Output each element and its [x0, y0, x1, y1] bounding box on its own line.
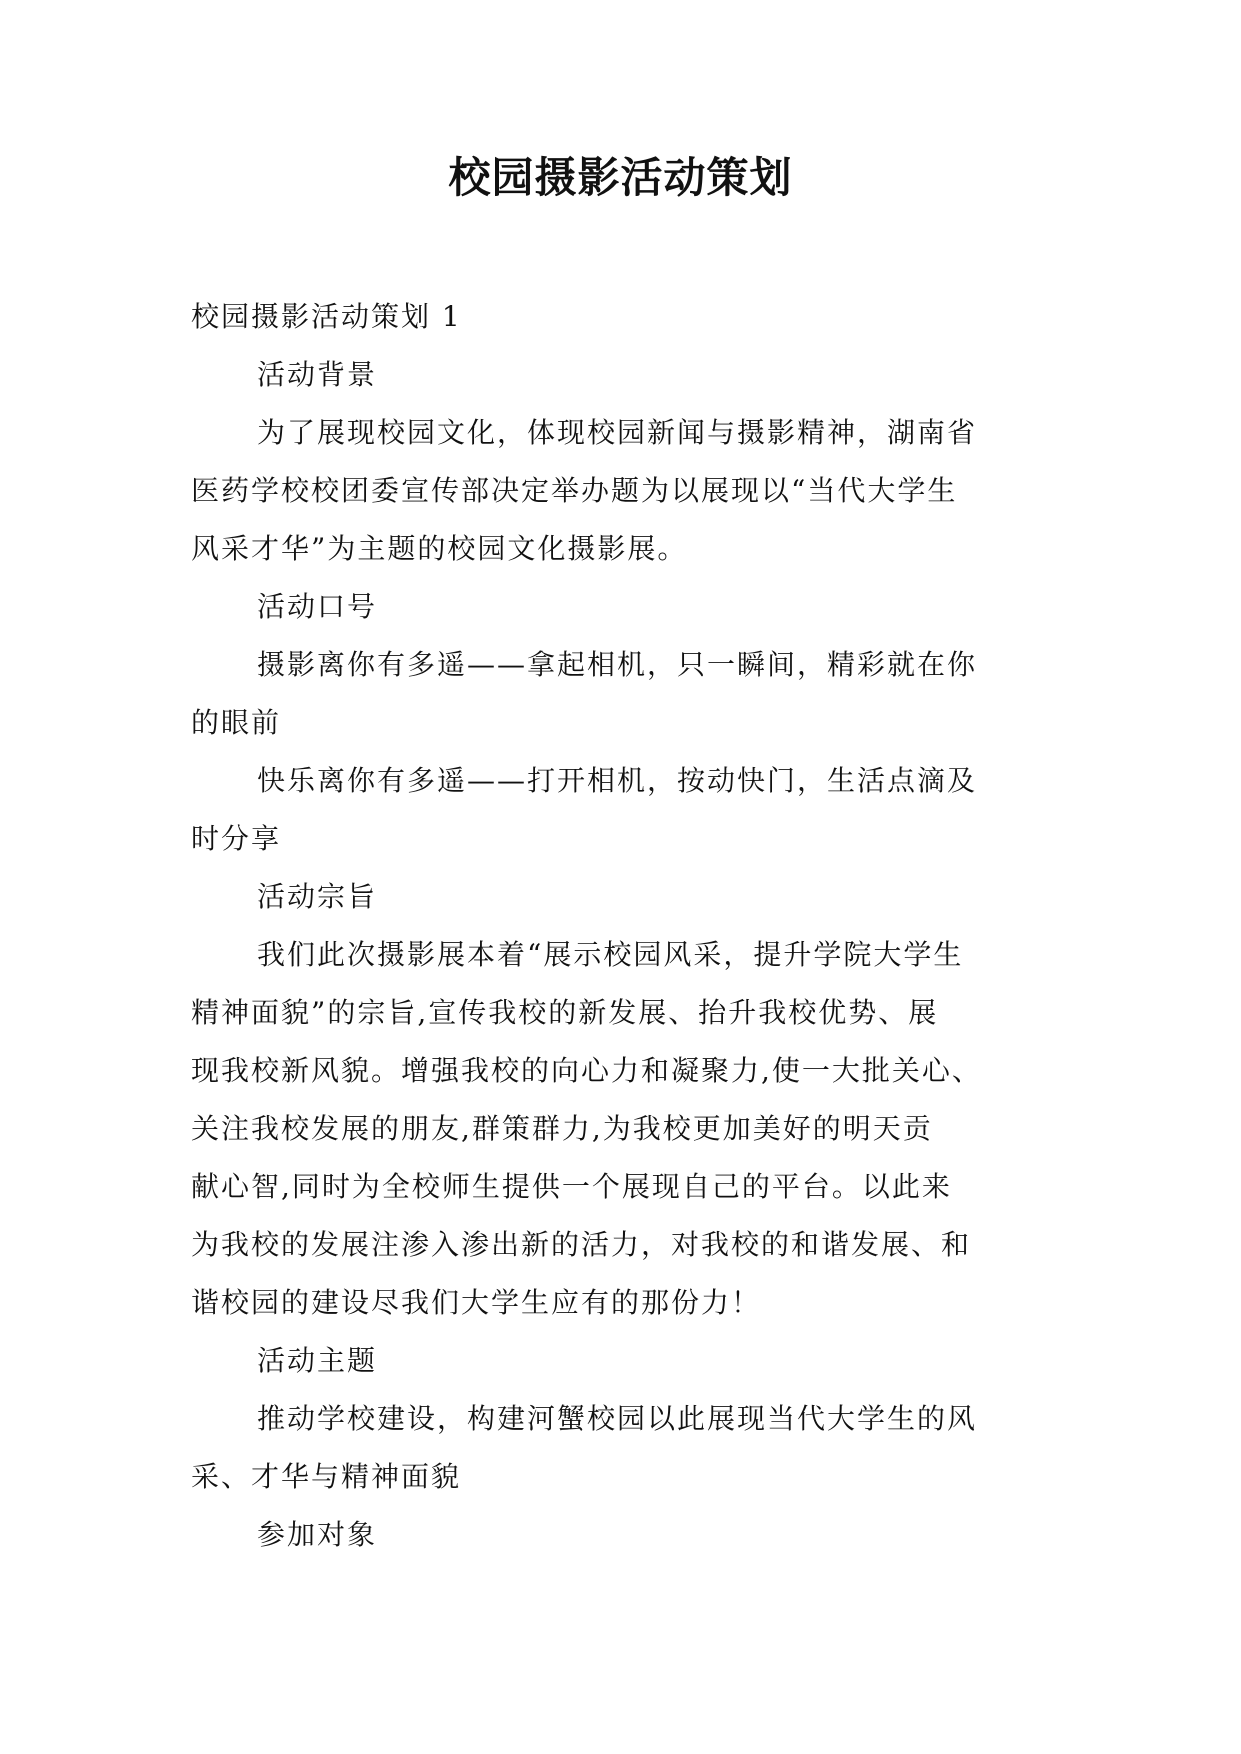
subheading-participants: 参加对象 [257, 1518, 378, 1551]
paragraph-line: 关注我校发展的朋友,群策群力,为我校更加美好的明天贡 [191, 1112, 933, 1145]
paragraph-line: 为我校的发展注渗入渗出新的活力，对我校的和谐发展、和 [191, 1228, 972, 1261]
paragraph-line: 推动学校建设，构建河蟹校园以此展现当代大学生的风 [257, 1402, 978, 1435]
paragraph-line: 为了展现校园文化，体现校园新闻与摄影精神，湖南省 [257, 416, 978, 449]
subheading-background: 活动背景 [257, 358, 378, 391]
paragraph-line: 摄影离你有多遥——拿起相机，只一瞬间，精彩就在你 [257, 648, 978, 681]
paragraph-line: 的眼前 [191, 706, 282, 739]
document-title: 校园摄影活动策划 [448, 153, 793, 202]
paragraph-line: 医药学校校团委宣传部决定举办题为以展现以“当代大学生 [191, 474, 958, 507]
section-heading-1: 校园摄影活动策划 1 [191, 300, 462, 333]
subheading-theme: 活动主题 [257, 1344, 378, 1377]
subheading-slogan: 活动口号 [257, 590, 378, 623]
paragraph-line: 现我校新风貌。增强我校的向心力和凝聚力,使一大批关心、 [191, 1054, 982, 1087]
paragraph-line: 精神面貌”的宗旨,宣传我校的新发展、抬升我校优势、展 [191, 996, 939, 1029]
paragraph-line: 献心智,同时为全校师生提供一个展现自己的平台。以此来 [191, 1170, 952, 1203]
paragraph-line: 风采才华”为主题的校园文化摄影展。 [191, 532, 688, 565]
subheading-purpose: 活动宗旨 [257, 880, 378, 913]
paragraph-line: 我们此次摄影展本着“展示校园风采，提升学院大学生 [257, 938, 964, 971]
paragraph-line: 快乐离你有多遥——打开相机，按动快门，生活点滴及 [257, 764, 978, 797]
paragraph-line: 时分享 [191, 822, 282, 855]
document-body [191, 288, 1051, 1564]
paragraph-line: 谐校园的建设尽我们大学生应有的那份力！ [191, 1286, 762, 1319]
paragraph-line: 采、才华与精神面貌 [191, 1460, 462, 1493]
